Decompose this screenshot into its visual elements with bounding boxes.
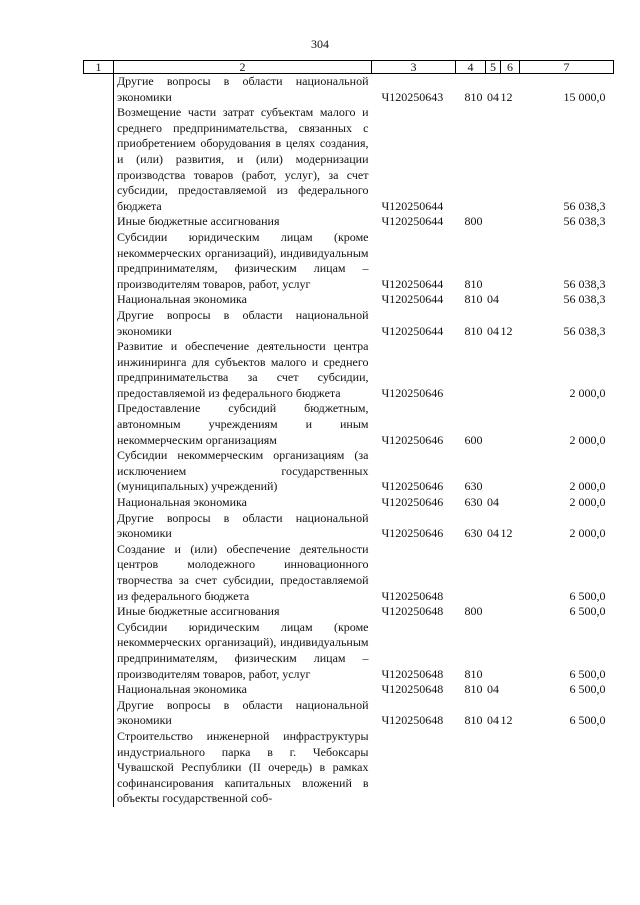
row-number-cell [84,308,114,339]
target-code: Ч120250646 [381,432,444,447]
item-name: Иные бюджетные ассигнования [117,214,280,229]
expense-type [456,339,486,401]
row-number-cell [84,604,114,620]
section-code [486,230,501,292]
table-row [84,448,614,495]
row-number-cell [84,230,114,292]
subsection-code [501,604,520,620]
row-number-cell [84,401,114,448]
subsection-code [501,682,520,698]
expense-type: 810 [464,292,483,307]
target-code: Ч120250644 [381,276,444,291]
table-row [84,74,614,106]
row-number-cell [84,729,114,807]
amount: 6 500,0 [569,666,606,681]
target-code: Ч120250648 [381,666,444,681]
table-row [84,105,614,214]
amount: 15 000,0 [563,89,606,104]
row-number-cell [84,542,114,604]
table-row [84,511,614,542]
target-code: Ч120250644 [381,292,444,307]
section-code: 04 [487,713,499,728]
item-name: Создание и (или) обеспечение деятельности центров молодежного инновационного творчества за счет субсидии, предоставляемой из федерального бюджета [117,541,369,603]
section-code: 04 [487,682,499,697]
budget-table [83,60,614,807]
header-col-2: 2 [114,61,372,74]
table-row [84,308,614,339]
section-code [486,448,501,495]
expense-type [456,729,486,807]
item-name: Другие вопросы в области национальной экономики [117,74,369,104]
item-name: Субсидии юридическим лицам (кроме некоммерческих организаций), индивидуальным предпринимателям, физическим лицам – производителям товаров, работ, услуг [117,229,369,291]
header-col-7: 7 [520,61,614,74]
expense-type: 810 [464,323,483,338]
section-code: 04 [487,89,499,104]
table-row [84,339,614,401]
row-number-cell [84,105,114,214]
header-col-4: 4 [456,61,486,74]
subsection-code: 12 [500,713,513,728]
subsection-code: 12 [500,323,513,338]
amount: 6 500,0 [569,713,606,728]
target-code: Ч120250648 [381,682,444,697]
amount: 56 038,3 [563,276,606,291]
header-col-3: 3 [372,61,456,74]
section-code [486,620,501,682]
row-number-cell [84,620,114,682]
row-number-cell [84,511,114,542]
amount: 56 038,3 [563,292,606,307]
target-code: Ч120250646 [381,479,444,494]
header-col-5: 5 [486,61,501,74]
item-name: Национальная экономика [117,682,247,697]
expense-type [456,542,486,604]
table-row [84,698,614,729]
section-code: 04 [487,526,499,541]
table-row [84,542,614,604]
table-row [84,682,614,698]
item-name: Другие вопросы в области национальной экономики [117,697,369,728]
subsection-code [501,105,520,214]
target-code: Ч120250646 [381,495,444,510]
section-code [486,604,501,620]
amount: 2 000,0 [569,432,606,447]
row-number-cell [84,292,114,308]
expense-type: 810 [464,89,483,104]
row-number-cell [84,339,114,401]
amount: 2 000,0 [569,385,606,400]
subsection-code [501,729,520,807]
expense-type: 800 [464,604,483,619]
row-number-cell [84,495,114,511]
target-code: Ч120250648 [381,604,444,619]
subsection-code: 12 [500,89,513,104]
target-code: Ч120250646 [381,526,444,541]
item-name: Субсидии некоммерческим организациям (за исключением государственных (муниципальных) учреждений) [117,448,369,494]
amount [520,729,614,807]
expense-type: 810 [464,713,483,728]
section-code [486,401,501,448]
header-col-6: 6 [501,61,520,74]
subsection-code [501,292,520,308]
item-name: Национальная экономика [117,495,247,510]
table-row [84,495,614,511]
expense-type: 630 [464,479,483,494]
target-code: Ч120250648 [381,588,444,603]
subsection-code: 12 [500,526,513,541]
table-row [84,604,614,620]
target-code: Ч120250648 [381,713,444,728]
expense-type: 810 [464,666,483,681]
amount: 2 000,0 [569,495,606,510]
table-row [84,214,614,230]
item-name: Иные бюджетные ассигнования [117,604,280,619]
subsection-code [501,448,520,495]
target-code [372,729,456,807]
page-number: 304 [311,37,329,51]
section-code: 04 [487,292,499,307]
target-code: Ч120250644 [381,198,444,213]
table-row [84,401,614,448]
amount: 6 500,0 [569,682,606,697]
amount: 56 038,3 [563,214,606,229]
item-name: Строительство инженерной инфраструктуры индустриального парка в г. Чебоксары Чувашской Республики (II очередь) в рамках софинансирования капитальных вложений в объекты государственной соб- [117,728,369,806]
item-name: Возмещение части затрат субъектам малого и среднего предпринимательства, связанных с приобретением оборудования в целях создания, и (или) развития, и (или) модернизации производства товаров (работ, услуг), за счет субсидии, предоставляемой из федерального бюджета [117,105,369,213]
table-row [84,230,614,292]
row-number-cell [84,214,114,230]
subsection-code [501,230,520,292]
item-name: Другие вопросы в области национальной экономики [117,510,369,541]
item-name: Субсидии юридическим лицам (кроме некоммерческих организаций), индивидуальным предпринимателям, физическим лицам – производителям товаров, работ, услуг [117,619,369,681]
row-number-cell [84,682,114,698]
item-name: Развитие и обеспечение деятельности центра инжиниринга для субъектов малого и среднего предпринимательства за счет субсидии, предоставляемой из федерального бюджета [117,339,369,400]
expense-type: 600 [464,432,483,447]
amount: 2 000,0 [569,526,606,541]
section-code [486,542,501,604]
section-code: 04 [487,323,499,338]
table-body [84,74,614,807]
subsection-code [501,339,520,401]
section-code [486,729,501,807]
row-number-cell [84,448,114,495]
expense-type: 810 [464,276,483,291]
subsection-code [501,542,520,604]
item-name: Предоставление субсидий бюджетным, автономным учреждениям и иным некоммерческим организациям [117,401,369,447]
subsection-code [501,214,520,230]
target-code: Ч120250646 [381,385,444,400]
target-code: Ч120250644 [381,323,444,338]
subsection-code [501,620,520,682]
subsection-code [501,495,520,511]
row-number-cell [84,74,114,106]
header-col-1: 1 [84,61,114,74]
amount: 6 500,0 [569,588,606,603]
target-code: Ч120250643 [381,89,444,104]
table-row [84,292,614,308]
expense-type: 800 [464,214,483,229]
section-code [486,339,501,401]
amount: 6 500,0 [569,604,606,619]
target-code: Ч120250644 [381,214,444,229]
section-code: 04 [487,495,499,510]
section-code [486,214,501,230]
amount: 56 038,3 [563,198,606,213]
amount: 56 038,3 [563,323,606,338]
subsection-code [501,401,520,448]
item-name: Другие вопросы в области национальной экономики [117,307,369,338]
expense-type: 630 [464,526,483,541]
section-code [486,105,501,214]
table-header [84,61,614,74]
table-row [84,729,614,807]
table-row [84,620,614,682]
amount: 2 000,0 [569,479,606,494]
expense-type: 630 [464,495,483,510]
item-name: Национальная экономика [117,292,247,307]
row-number-cell [84,698,114,729]
expense-type: 810 [464,682,483,697]
expense-type [456,105,486,214]
